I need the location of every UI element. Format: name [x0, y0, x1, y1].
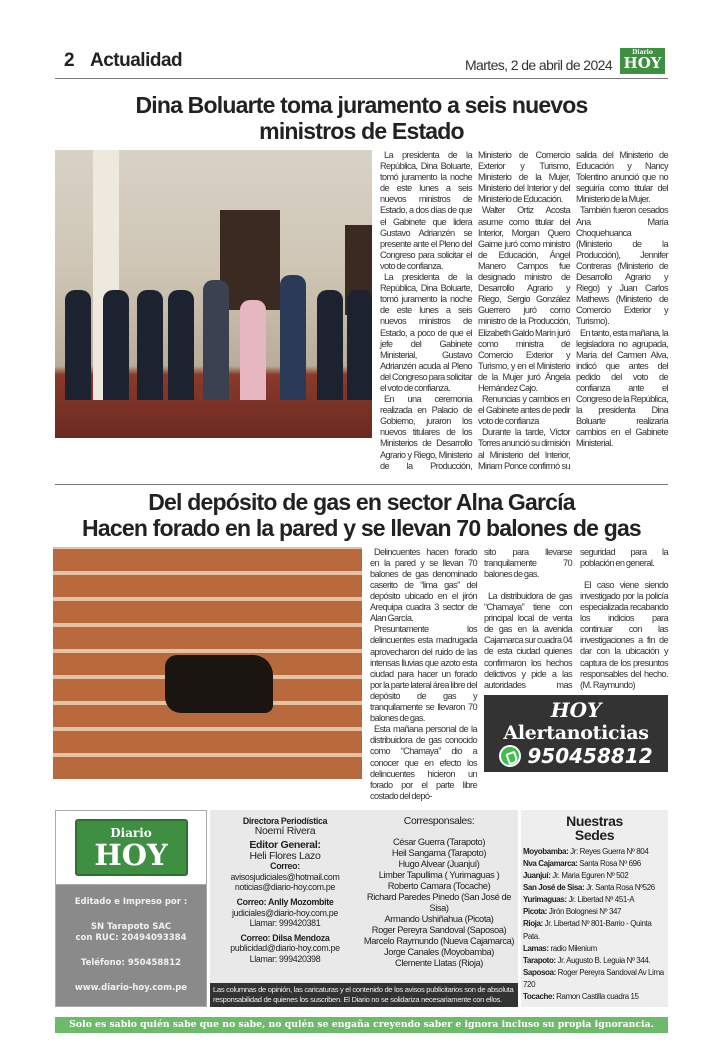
headline-line: Hacen forado en la pared y se llevan 70 balones de gas	[82, 514, 641, 541]
sede-address: Santa Rosa Nº 696	[579, 858, 641, 868]
article2-right-column	[484, 547, 668, 772]
contact-phone: Llamar: 999420381	[249, 918, 321, 929]
alertanoticias-ad	[484, 695, 668, 772]
disclaimer: Las columnas de opinión, las caricaturas y el contenido de los avisos publicitarios son de absoluta responsabilidad de quienes los suscriben. El Diario no se solidariza necesariamente con ellos.	[210, 983, 518, 1007]
sede-city: Picota:	[523, 907, 547, 917]
sedes-title-line: Nuestras	[566, 812, 623, 829]
director-label: Directora Periodística	[242, 815, 328, 826]
ad-subtitle: Alertanoticias	[503, 721, 649, 744]
ad-phone	[484, 744, 668, 768]
sedes-title-line: Sedes	[574, 826, 615, 843]
sede-city: Tocache:	[523, 992, 555, 1001]
correspondent: Jorge Canales (Moyobamba)	[384, 946, 494, 957]
paragraph: Esta mañana personal de la distribuidora de gas conocido como “Chamaya” dio a conocer que en efecto los delincuentes hicieron un forado por el parte libre costado del depó-	[370, 724, 477, 801]
paragraph: sito para llevarse tranquilamente 70 balones de gas.	[484, 546, 572, 579]
photo-person	[103, 290, 129, 400]
subheading: Renuncias y cambios en el Gabinete antes de pedir voto de confianza	[478, 394, 570, 427]
editor-label: Editor General:	[249, 839, 321, 852]
sede-item	[523, 967, 666, 991]
email[interactable]: judiciales@diario-hoy.com.pe	[232, 907, 338, 918]
sede-item	[523, 858, 666, 870]
correspondent: Hugo Alvear (Juanjuí)	[398, 858, 480, 869]
headline-line: ministros de Estado	[259, 118, 464, 144]
article1	[55, 150, 668, 472]
sede-address: Jr. Santa Rosa Nº526	[586, 883, 655, 893]
paragraph: También fueron cesados Ana María Choquehuanca (Ministerio de la Producción), Jennifer Contreras (Ministerio de Desarrollo Agrario y Riego) y Juan Carlos Mathews (Ministerio de Comercio Exterior y Turismo).	[576, 205, 668, 327]
correspondent: Clemente Llatas (Rioja)	[395, 957, 483, 968]
article1-body	[380, 150, 668, 472]
photo-person	[137, 290, 163, 400]
company-ruc: con RUC: 20494093384	[75, 932, 187, 943]
photo-door	[220, 210, 280, 310]
sede-item	[523, 906, 666, 918]
footer-quote: Solo es sabio quién sabe que no sabe, no quién se engaña creyendo saber e ignora incluso su propia ignorancia.	[55, 1017, 668, 1033]
logo-big-text: HOY	[623, 54, 662, 72]
staff-panel	[210, 810, 518, 1007]
sede-item	[523, 894, 666, 906]
contact-label: Correo: Anlly Mozombite	[236, 897, 334, 908]
email[interactable]: noticias@diario-hoy.com.pe	[234, 882, 336, 893]
paragraph: La presidenta de la República, Dina Boluarte, tomó juramento la noche de este lunes a seis nuevos ministros de Estado, a poco de que el jefe del Gabinete Ministerial, Gustavo Adrianzén acuda al Pleno del Congreso para solicitar el voto de confianza.	[380, 272, 472, 393]
contact-label: Correo: Dilsa Mendoza	[240, 932, 330, 943]
article2-body-col1	[370, 547, 477, 802]
sede-address: radio Milenium	[550, 943, 597, 953]
correspondents-title: Corresponsales:	[403, 814, 475, 827]
article-divider	[55, 484, 668, 485]
whatsapp-icon	[499, 745, 521, 767]
section-title: Actualidad	[90, 50, 183, 71]
logo-small-text: Diario	[110, 825, 152, 840]
sede-item	[523, 882, 666, 894]
paragraph: Presuntamente los delincuentes esta madrugada aprovecharon del ruido de las intensas lluvias que azoto esta ciudad para hacer un forado por la parte lateral área libre del depósito de gas y tranquilamente se llevaron 70 balones de gas.	[370, 624, 477, 724]
paragraph: Delincuentes hacen forado en la pared y se llevan 70 balones de gas denominado caserito de “lima gas” del depósito ubicado en el jirón Arequipa cuadra 3 sector de Alan García.	[370, 546, 477, 624]
website-link[interactable]: www.diario-hoy.com.pe	[74, 982, 188, 993]
sede-city: Saposoa:	[523, 967, 556, 977]
logo-small-text: Diario	[632, 49, 653, 56]
article2-headline	[55, 489, 668, 541]
sede-city: San José de Sisa:	[523, 883, 585, 893]
page-number: 2	[64, 50, 75, 71]
correspondent: Roger Pereyra Sandoval (Saposoa)	[371, 924, 507, 935]
sede-address: Ramon Castilla cuadra 15	[556, 992, 639, 1001]
paragraph: La presidenta de la República, Dina Boluarte, tomó juramento la noche de este lunes a seis nuevos ministros de Estado, a dos días de que el Gabinete que lidera Gustavo Adrianzén se presente ante el Pleno del Congreso para solicitar el voto de confianza.	[380, 150, 472, 271]
sede-item	[523, 846, 666, 858]
diario-hoy-logo	[75, 819, 188, 876]
sede-city: Moyobamba:	[523, 846, 569, 856]
masthead	[55, 810, 668, 1007]
sedes-panel	[521, 810, 668, 1007]
mail-label: Correo:	[270, 861, 300, 872]
photo-wall-hole	[165, 655, 273, 713]
paragraph: Durante la tarde, Víctor Torres anunció su dimisión al Ministerio del Interior, Miriam Ponce confirmó su salida del Ministerio de Educación y Nancy Tolentino anunció que no seguiría como titular del Ministerio de la Mujer.	[478, 150, 668, 471]
photo-person	[317, 290, 343, 400]
sede-city: Rioja:	[523, 919, 543, 929]
ad-phone-number: 950458812	[527, 743, 653, 768]
director-name: Noemí Rivera	[254, 825, 316, 838]
article2	[55, 547, 668, 802]
sede-item	[523, 943, 666, 955]
photo-person	[168, 290, 194, 400]
correspondent: César Guerra (Tarapoto)	[392, 836, 486, 847]
article2-photo	[53, 547, 362, 779]
photo-person	[280, 275, 306, 400]
paragraph: En una ceremonia realizada en Palacio de Gobierno, juraron los nuevos titulares de los Ministerios de Desarrollo Agrario y Riego, Ministerio de la Producción, Ministerio de Comercio Exterior y Turismo, Ministerio de la Mujer, Ministerio del Interior y del Ministerio de Educación.	[380, 150, 570, 471]
correspondent: Heil Sangama (Tarapoto)	[391, 847, 487, 858]
sede-address: Jr. Augusto B. Leguia Nº 344.	[557, 955, 651, 965]
article2-text-area	[370, 547, 668, 802]
paragraph: En tanto, esta mañana, la legisladora no agrupada, María del Carmen Alva, indicó que antes del pedido del voto de confianza ante el Congreso de la República, la presidenta Dina Boluarte realizaría cambios en el Gabinete Ministerial.	[576, 327, 668, 449]
header-divider	[55, 78, 668, 79]
sede-item	[523, 870, 666, 882]
sede-city: Nva Cajamarca:	[523, 858, 578, 868]
staff-list	[210, 816, 360, 977]
paragraph: El caso viene siendo investigado por la policía especializada recabando los indicios para continuar con las investigaciones a fin de dar con la ubicación y captura de los presuntos responsables del hecho. (M. Raymundo)	[580, 579, 668, 690]
article1-photo	[55, 150, 372, 438]
editor-name: Heli Flores Lazo	[249, 849, 321, 862]
sede-city: Lamas:	[523, 943, 549, 953]
sede-address: Jr. Libertad Nº 451-A	[568, 895, 635, 905]
page-content	[55, 0, 668, 1053]
headline-line: Del depósito de gas en sector Alna García	[148, 488, 575, 515]
sede-city: Yurimaguas:	[523, 895, 567, 905]
logo-big-text: HOY	[94, 837, 168, 872]
issue-date: Martes, 2 de abril de 2024	[465, 57, 613, 73]
correspondent: Limber Tapullima ( Yurimaguas )	[378, 869, 500, 880]
masthead-logo-panel	[55, 810, 207, 1007]
sede-address: Jr: Reyes Guerra Nº 804	[570, 846, 649, 856]
sede-city: Juanjuí:	[523, 871, 551, 881]
photo-person	[203, 280, 229, 400]
sede-address: Jr. Maria Eguren Nº 502	[552, 871, 629, 881]
sede-item	[523, 955, 666, 967]
sede-city: Tarapoto:	[523, 955, 556, 965]
photo-person	[347, 290, 372, 400]
sedes-title	[523, 814, 666, 842]
correspondent: Marcelo Raymundo (Nueva Cajamarca)	[363, 935, 515, 946]
sede-address: Roger Pereyra Sandoval Av Lima 720	[523, 967, 664, 989]
company-name: SN Tarapoto SAC	[90, 921, 172, 932]
sede-item	[523, 918, 666, 942]
article1-headline	[55, 92, 668, 144]
email[interactable]: avisosjudiciales@hotmail.com	[230, 871, 340, 882]
edited-by: Editado e Impreso por :	[74, 896, 188, 907]
paragraph: Walter Ortiz Acosta asume como titular del Interior, Morgan Quero Gaime juró como ministro de Educación, Ángel Manero Campos fue designado ministro de Desarrollo Agrario y Riego, Sergio González Guerrero juró como ministro de la Producción, Elizabeth Galdo Marín juró como ministra de Comercio Exterior y Turismo, y en el Ministerio de la Mujer juró Ángela Hernández Cajo.	[478, 205, 570, 393]
correspondent: Richard Paredes Pinedo (San José de Sisa)	[366, 891, 512, 913]
photo-person	[240, 300, 266, 400]
sede-address: Jr. Libertad Nº 801-Barrio - Quinta Pata.	[523, 919, 652, 941]
paragraph: La distribuidora de gas “Chamaya” tiene con principal local de venta de gas en la avenida Cajamarca sur cuadra 04 de esta ciudad quienes confirmaron los hechos delictivos y pide a las autoridades mas seguridad para la población en general.	[484, 546, 668, 690]
correspondent: Roberto Camara (Tocache)	[387, 880, 491, 891]
photo-person	[65, 290, 91, 400]
sede-item	[523, 991, 666, 1003]
sede-address: Jirón Bolognesi Nº 347	[548, 907, 622, 917]
article2-body-cols	[484, 547, 668, 691]
headline-line: Dina Boluarte toma juramento a seis nuevos	[135, 92, 588, 118]
correspondents-list	[360, 816, 518, 977]
correspondent: Armando Ushiñahua (Picota)	[384, 913, 494, 924]
company-phone: Teléfono: 950458812	[80, 957, 182, 968]
email[interactable]: publicidad@diario-hoy.com.pe	[230, 943, 340, 954]
ad-title: HOY	[550, 697, 602, 722]
contact-phone: Llamar: 999420398	[249, 954, 321, 964]
